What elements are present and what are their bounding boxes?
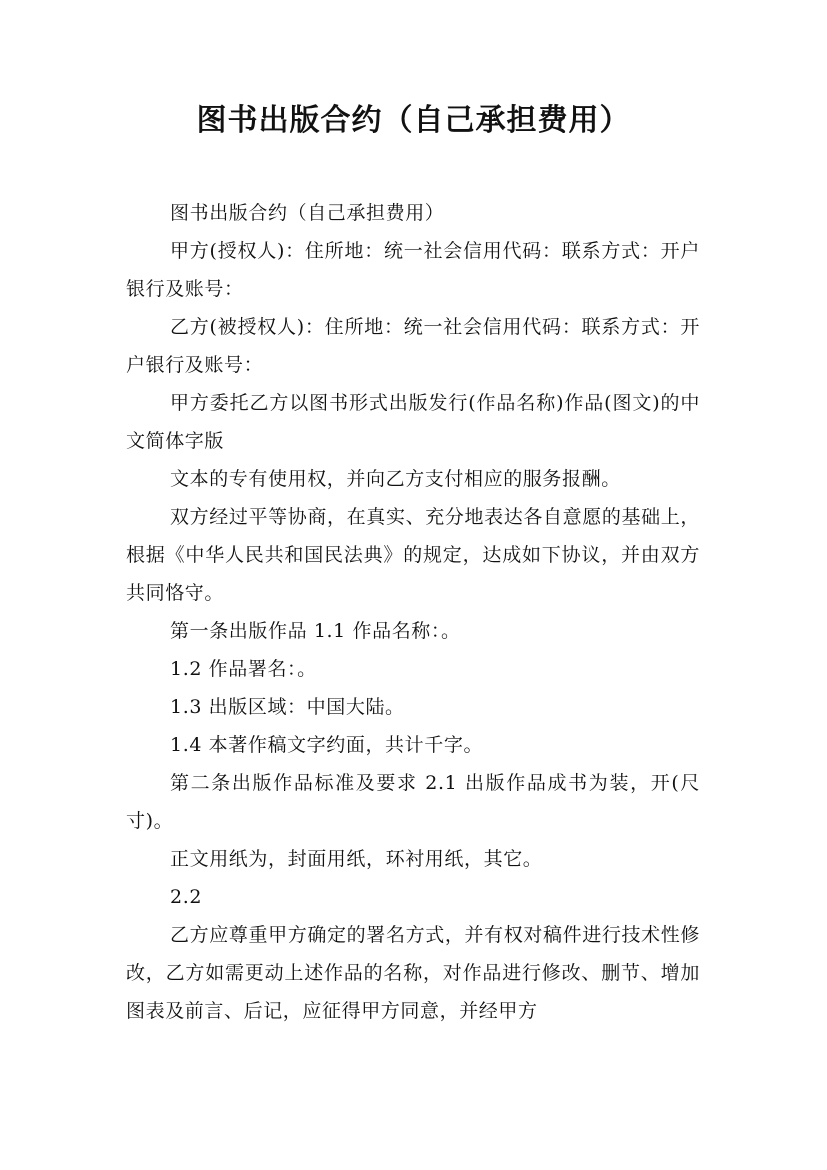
paragraph-party-a: 甲方(授权人)：住所地：统一社会信用代码：联系方式：开户银行及账号： — [126, 240, 700, 300]
paragraph-1-2: 1.2 作品署名：。 — [170, 658, 317, 680]
paragraph-1-3: 1.3 出版区域：中国大陆。 — [170, 696, 405, 718]
paragraph-signature-rights: 乙方应尊重甲方确定的署名方式，并有权对稿件进行技术性修改，乙方如需更动上述作品的名称，对作品进行修改、删节、增加图表及前言、后记，应征得甲方同意，并经甲方 — [126, 924, 700, 1022]
document-title: 图书出版合约（自己承担费用） — [196, 103, 631, 138]
paragraph-article-1: 第一条出版作品 1.1 作品名称：。 — [170, 620, 461, 642]
paragraph-article-2: 第二条出版作品标准及要求 2.1 出版作品成书为装，开(尺寸)。 — [126, 772, 700, 832]
paragraph-commission: 甲方委托乙方以图书形式出版发行(作品名称)作品(图文)的中文简体字版 — [126, 392, 700, 452]
paragraph-1-4: 1.4 本著作稿文字约面，共计千字。 — [170, 734, 484, 756]
paragraph-subtitle: 图书出版合约（自己承担费用） — [170, 202, 445, 224]
document-body — [126, 194, 700, 1030]
paragraph-2-2: 2.2 — [170, 886, 203, 908]
paragraph-negotiation: 双方经过平等协商，在真实、充分地表达各自意愿的基础上，根据《中华人民共和国民法典》的规定，达成如下协议，并由双方共同恪守。 — [126, 506, 700, 604]
paragraph-exclusive-right: 文本的专有使用权，并向乙方支付相应的服务报酬。 — [170, 468, 621, 490]
paragraph-party-b: 乙方(被授权人)：住所地：统一社会信用代码：联系方式：开户银行及账号： — [126, 316, 700, 376]
paragraph-paper: 正文用纸为，封面用纸，环衬用纸，其它。 — [170, 848, 543, 870]
